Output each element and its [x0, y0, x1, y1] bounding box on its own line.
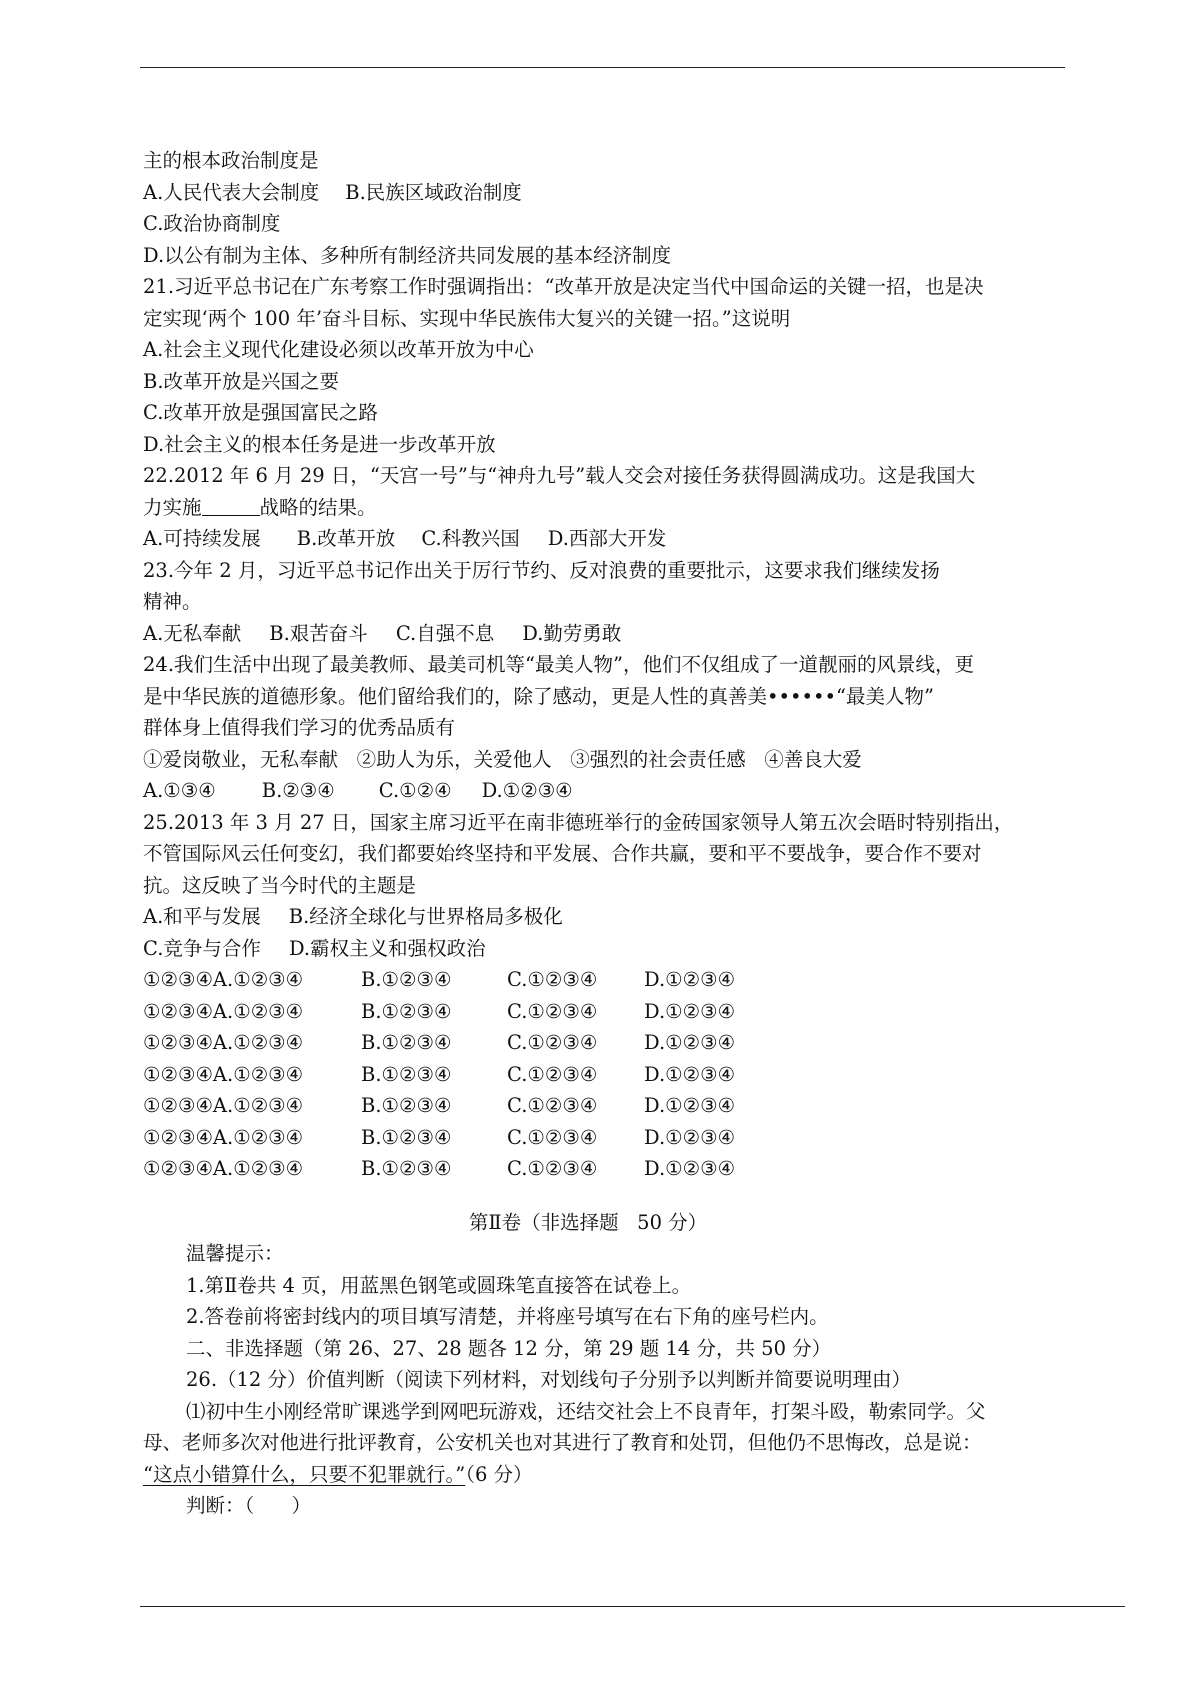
q21-option-c: C.改革开放是强国富民之路: [143, 401, 378, 424]
grid-cell: ①②③④A.①②③④: [143, 1125, 304, 1149]
q23-option-d: D.勤劳勇敢: [522, 621, 622, 645]
q25-options-cd: [143, 933, 1073, 965]
grid-cell: C.①②③④: [507, 1062, 598, 1086]
q22-option-a: A.可持续发展: [143, 527, 261, 550]
grid-cell: C.①②③④: [507, 1031, 598, 1054]
q25-option-d: D.霸权主义和强权政治: [288, 936, 486, 960]
q22-option-b: B.改革开放: [296, 527, 396, 550]
q24-options: [143, 775, 1073, 807]
q20-option-a: A.人民代表大会制度: [143, 180, 320, 204]
q24-stem-line2: 是中华民族的道德形象。他们留给我们的，除了感动，更是人性的真善美••••••“最美人物”: [143, 684, 934, 708]
q24-option-d: D.①②③④: [481, 779, 573, 802]
q26-1-line1: ⑴初中生小刚经常旷课逃学到网吧玩游戏，还结交社会上不良青年，打架斗殴，勒索同学。父: [186, 1399, 986, 1423]
footer-rule: [140, 1606, 1125, 1607]
q22-stem-text: 力实施: [143, 495, 202, 519]
answer-option-grid: [143, 964, 1073, 1185]
q22-stem-text-end: 战略的结果。: [259, 495, 377, 519]
grid-cell: D.①②③④: [644, 968, 736, 991]
q24-stem-line1: 24.我们生活中出现了最美教师、最美司机等“最美人物”，他们不仅组成了一道靓丽的风景线，更: [143, 653, 974, 676]
grid-cell: B.①②③④: [361, 1062, 452, 1086]
grid-cell: B.①②③④: [361, 1125, 452, 1149]
q20-stem: 主的根本政治制度是: [143, 149, 319, 172]
q23-options: [143, 618, 1073, 650]
grid-cell: C.①②③④: [507, 999, 598, 1023]
q22-option-d: D.西部大开发: [547, 527, 667, 550]
q26-1-line3: [143, 1459, 1073, 1491]
q23-stem-line2: 精神。: [143, 590, 202, 613]
grid-cell: D.①②③④: [644, 1125, 736, 1149]
q21-option-b: B.改革开放是兴国之要: [143, 369, 340, 393]
grid-cell: C.①②③④: [507, 1094, 598, 1117]
grid-cell: ①②③④A.①②③④: [143, 1157, 304, 1180]
tip-item-2: 2.答卷前将密封线内的项目填写清楚，并将座号填写在右下角的座号栏内。: [186, 1305, 829, 1328]
score-note: （6 分）: [465, 1462, 533, 1486]
q24-stem-line3: 群体身上值得我们学习的优秀品质有: [143, 716, 456, 739]
q22-option-c: C.科教兴国: [421, 527, 520, 550]
grid-cell: ①②③④A.①②③④: [143, 1094, 304, 1117]
q23-option-c: C.自强不息: [395, 621, 495, 645]
grid-cell: D.①②③④: [644, 1157, 736, 1180]
q25-option-b: B.经济全球化与世界格局多极化: [288, 905, 563, 928]
grid-cell: B.①②③④: [361, 1157, 452, 1180]
q25-stem-line1: 25.2013 年 3 月 27 日，国家主席习近平在南非德班举行的金砖国家领导人第五次会晤时特别指出，: [143, 810, 1014, 834]
q21-stem-line2: 定实现‘两个 100 年’奋斗目标、实现中华民族伟大复兴的关键一招。”这说明: [143, 306, 791, 330]
q24-option-c: C.①②④: [378, 779, 452, 802]
q24-option-a: A.①③④: [143, 779, 216, 802]
grid-cell: D.①②③④: [644, 1094, 736, 1117]
grid-cell: B.①②③④: [361, 968, 452, 991]
grid-cell: C.①②③④: [507, 968, 598, 991]
q20-options-ab: [143, 177, 1073, 209]
exam-page-content: [143, 145, 1073, 1522]
q25-option-c: C.竞争与合作: [143, 936, 261, 960]
part2-title: 第Ⅱ卷（非选择题 50 分）: [468, 1210, 708, 1234]
underlined-quote: “这点小错算什么，只要不犯罪就行。”: [143, 1462, 466, 1486]
section-heading: 二、非选择题（第 26、27、28 题各 12 分，第 29 题 14 分，共 50 分）: [186, 1336, 832, 1360]
grid-cell: B.①②③④: [361, 999, 452, 1023]
q26-title: 26.（12 分）价值判断（阅读下列材料，对划线句子分别予以判断并简要说明理由）: [186, 1368, 912, 1391]
grid-cell: ①②③④A.①②③④: [143, 1031, 304, 1054]
grid-cell: D.①②③④: [644, 1062, 736, 1086]
fill-in-blank: [202, 495, 260, 516]
grid-cell: ①②③④A.①②③④: [143, 968, 304, 991]
q20-option-d: D.以公有制为主体、多种所有制经济共同发展的基本经济制度: [143, 243, 672, 267]
q20-option-b: B.民族区域政治制度: [345, 180, 522, 204]
grid-cell: ①②③④A.①②③④: [143, 1062, 304, 1086]
q24-items: ①爱岗敬业，无私奉献 ②助人为乐，关爱他人 ③强烈的社会责任感 ④善良大爱: [143, 747, 862, 771]
grid-cell: C.①②③④: [507, 1157, 598, 1180]
q25-stem-line2: 不管国际风云任何变幻，我们都要始终坚持和平发展、合作共赢，要和平不要战争，要合作不要对: [143, 842, 982, 865]
grid-cell: C.①②③④: [507, 1125, 598, 1149]
tip-title: 温馨提示：: [186, 1242, 284, 1265]
grid-cell: ①②③④A.①②③④: [143, 999, 304, 1023]
q21-stem-line1: 21.习近平总书记在广东考察工作时强调指出：“改革开放是决定当代中国命运的关键一招，也是决: [143, 275, 984, 298]
tip-item-1: 1.第Ⅱ卷共 4 页，用蓝黑色钢笔或圆珠笔直接答在试卷上。: [186, 1273, 692, 1297]
q24-option-b: B.②③④: [261, 779, 335, 802]
q23-option-a: A.无私奉献: [143, 621, 242, 645]
grid-cell: D.①②③④: [644, 999, 736, 1023]
q22-stem-line1: 22.2012 年 6 月 29 日，“天宫一号”与“神舟九号”载人交会对接任务获得圆满成功。这是我国大: [143, 464, 976, 487]
q25-options-ab: [143, 901, 1073, 933]
q23-stem-line1: 23.今年 2 月，习近平总书记作出关于厉行节约、反对浪费的重要批示，这要求我们继续发扬: [143, 558, 940, 582]
grid-cell: B.①②③④: [361, 1031, 452, 1054]
q23-option-b: B.艰苦奋斗: [269, 621, 368, 645]
grid-cell: D.①②③④: [644, 1031, 736, 1054]
q26-1-line2: 母、老师多次对他进行批评教育，公安机关也对其进行了教育和处罚，但他仍不思悔改，总是说：: [143, 1431, 982, 1454]
q21-option-a: A.社会主义现代化建设必须以改革开放为中心: [143, 338, 534, 361]
judgment-answer-line: 判断：（ ）: [186, 1494, 311, 1517]
q25-option-a: A.和平与发展: [143, 905, 261, 928]
q21-option-d: D.社会主义的根本任务是进一步改革开放: [143, 432, 496, 456]
q22-options: [143, 523, 1073, 555]
q22-stem-line2: [143, 492, 1073, 524]
grid-cell: B.①②③④: [361, 1094, 452, 1117]
q25-stem-line3: 抗。这反映了当今时代的主题是: [143, 873, 417, 897]
header-rule: [140, 67, 1065, 68]
q20-option-c: C.政治协商制度: [143, 212, 281, 235]
